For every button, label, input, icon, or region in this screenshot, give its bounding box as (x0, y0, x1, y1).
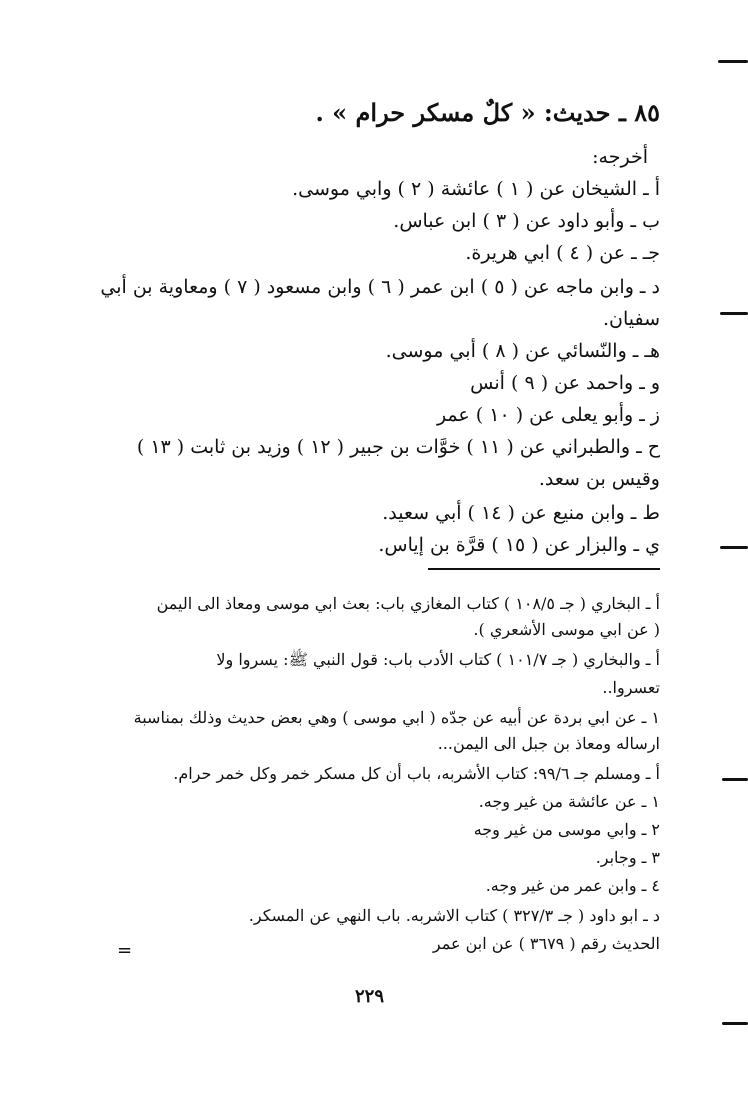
list-item-continuation: سفيان. (602, 308, 660, 330)
footnote-line: أ ـ البخاري ( جـ ١٠٨/٥ ) كتاب المغازي باب: بعث ابي موسى ومعاذ الى اليمن (156, 594, 660, 613)
page-edge-mark (720, 312, 748, 315)
page-number: ٢٢٩ (355, 986, 385, 1007)
list-item: هـ ـ والنّسائي عن ( ٨ ) أبي موسى. (385, 340, 660, 362)
list-item: ح ـ والطبراني عن ( ١١ ) خوَّات بن جبير ( ١٢ ) وزيد بن ثابت ( ١٣ ) (136, 436, 660, 458)
list-item: ي ـ والبزار عن ( ١٥ ) قرَّة بن إياس. (378, 534, 660, 556)
footnote-line: د ـ ابو داود ( جـ ٣٢٧/٣ ) كتاب الاشربه. باب النهي عن المسكر. (248, 906, 660, 925)
footnote-separator (428, 568, 660, 570)
footnote-line: تعسروا.. (602, 678, 660, 697)
list-item: ز ـ وأبو يعلى عن ( ١٠ ) عمر (436, 404, 660, 426)
page-edge-mark (718, 60, 748, 63)
list-item: د ـ وابن ماجه عن ( ٥ ) ابن عمر ( ٦ ) وابن مسعود ( ٧ ) ومعاوية بن أبي (100, 276, 660, 298)
continuation-mark: = (117, 940, 133, 961)
page-edge-mark (722, 778, 748, 781)
hadith-heading: ٨٥ ـ حديث: « كلٌ مسكر حرام » . (315, 98, 660, 127)
footnote-line: ٤ ـ وابن عمر من غير وجه. (485, 876, 660, 895)
footnote-line: أ ـ ومسلم جـ ٩٩/٦: كتاب الأشربه، باب أن كل مسكر خمر وكل خمر حرام. (173, 764, 660, 783)
list-item: و ـ واحمد عن ( ٩ ) أنس (470, 372, 660, 394)
page-edge-mark (720, 546, 748, 549)
footnote-line: أ ـ والبخاري ( جـ ١٠١/٧ ) كتاب الأدب باب: قول النبي ﷺ: يسروا ولا (216, 650, 660, 669)
footnote-line: ارساله ومعاذ بن جبل الى اليمن... (437, 734, 660, 753)
list-item: ط ـ وابن منيع عن ( ١٤ ) أبي سعيد. (382, 502, 660, 524)
list-item: أ ـ الشيخان عن ( ١ ) عائشة ( ٢ ) وابي موسى. (292, 178, 660, 200)
footnote-line: الحديث رقم ( ٣٦٧٩ ) عن ابن عمر (432, 934, 660, 953)
footnote-line: ١ ـ عن عائشة من غير وجه. (478, 792, 660, 811)
footnote-line: ٣ ـ وجابر. (595, 848, 660, 867)
page-edge-mark (722, 1022, 748, 1025)
intro-text: أخرجه: (592, 146, 648, 168)
footnote-line: ( عن ابي موسى الأشعري ). (473, 620, 660, 639)
footnote-line: ١ ـ عن ابي بردة عن أبيه عن جدّه ( ابي موسى ) وهي بعض حديث وذلك بمناسبة (133, 708, 660, 727)
list-item-continuation: وقيس بن سعد. (538, 468, 660, 490)
footnote-line: ٢ ـ وابي موسى من غير وجه (473, 820, 660, 839)
list-item: جـ ـ عن ( ٤ ) ابي هريرة. (465, 242, 660, 264)
list-item: ب ـ وأبو داود عن ( ٣ ) ابن عباس. (393, 210, 660, 232)
